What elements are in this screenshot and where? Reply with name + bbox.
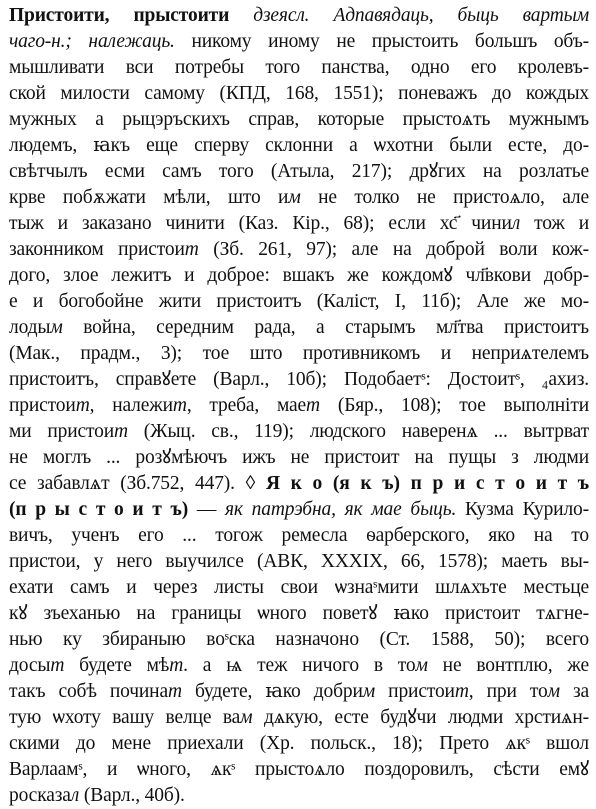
italic-text: т	[306, 395, 320, 416]
entry-line	[9, 341, 589, 367]
body-text: , треба, мае	[186, 395, 307, 416]
entry-line	[9, 393, 589, 419]
italic-text: т	[167, 681, 182, 702]
entry-line	[9, 731, 589, 757]
italic-text: л	[511, 213, 521, 234]
italic-text: м	[362, 681, 376, 702]
entry-line	[9, 263, 589, 289]
body-text: пристоитъ, справꙋете (Варл., 10б); Подобаетˢ: Достоитˢ, ₄ахиз.	[9, 369, 589, 390]
headword: Пристоити, прыстоити	[9, 5, 230, 26]
italic-text: т	[454, 681, 469, 702]
body-text: тож и	[520, 213, 589, 234]
body-text: дѧкую, есте будꙋчи людми хрстиѧн-	[252, 707, 589, 728]
entry-line	[9, 497, 589, 523]
body-text: не моглъ ... розꙋмѣючъ ижъ не пристоит на пущы з людми	[9, 447, 589, 468]
italic-text: м	[50, 317, 63, 338]
entry-line	[9, 159, 589, 185]
body-text: не толко не пристоѧло, але	[300, 187, 589, 208]
entry-line	[9, 237, 589, 263]
entry-line	[9, 55, 589, 81]
body-text: , при то	[468, 681, 548, 702]
body-text: людемъ, ꙗкъ еще сперву склонни а ѡхотни были естe, до-	[9, 135, 589, 156]
body-text: дого, злое лежитъ и доброе: вшакъ же кождомꙋ чл҃вкови добр-	[9, 265, 589, 286]
body-text: Варлаамˢ, и ѡного, ѧкˢ прыстоѧло поздоровилъ, сѣсти емꙋ	[9, 759, 589, 780]
italic-text: м	[415, 655, 428, 676]
entry-line	[9, 549, 589, 575]
entry-line	[9, 575, 589, 601]
italic-text: м	[288, 187, 301, 208]
body-text: ехати самъ и через листы свои ѡзнаˢмити шлѧхъте местьце	[9, 577, 589, 598]
entry-line	[9, 783, 589, 809]
body-text: нью ку збираныю воˢска назначоно (Ст. 1588, 50); всего	[9, 629, 589, 650]
body-text: мужных а рыцэръскихъ справ, которые прыстоѧть мужнымъ	[9, 109, 589, 130]
body-text: законником пристои	[9, 239, 185, 260]
body-text: ской милости самому (КПД, 168, 1551); поневажъ до кождых	[9, 83, 589, 104]
italic-text: м	[547, 681, 560, 702]
body-text: кꙋ зъеханью на границы ѡного поветꙋ ꙗко пристоит тѧгне-	[9, 603, 589, 624]
entry-line	[9, 133, 589, 159]
body-text: будете, ꙗко добри	[181, 681, 363, 702]
body-text: не вонтплю, же	[427, 655, 589, 676]
body-text: . а ѩ теж ничого в то	[183, 655, 416, 676]
body-text: такъ собѣ почина	[9, 681, 168, 702]
body-text: ми пристои	[9, 421, 115, 442]
entry-line	[9, 315, 589, 341]
entry-line	[9, 29, 589, 55]
entry-line	[9, 471, 589, 497]
bold-text: (п р ы с т о и т ъ)	[9, 499, 189, 520]
entry-line	[9, 679, 589, 705]
body-text: за	[559, 681, 589, 702]
body-text: лоды	[9, 317, 51, 338]
entry-line	[9, 3, 589, 29]
dictionary-entry	[9, 0, 589, 806]
italic-text: чаго-н.; належаць.	[9, 31, 175, 52]
italic-text: т	[114, 421, 128, 442]
body-text: тую ѡхоту вашу велце ва	[9, 707, 241, 728]
body-text: , належи	[89, 395, 173, 416]
body-text: вичъ, ученъ его ... тогож ремесла ѳарберского, яко на то	[9, 525, 589, 546]
entry-line	[9, 419, 589, 445]
entry-line	[9, 289, 589, 315]
entry-line	[9, 523, 589, 549]
body-text: (Варл., 40б).	[79, 785, 185, 806]
body-text: (Бяр., 108); тое выполнiти	[319, 395, 589, 416]
bold-text: Я к о (я к ъ) п р и с т о и т ъ	[265, 473, 589, 494]
italic-text: т	[169, 655, 184, 676]
entry-line	[9, 107, 589, 133]
body-text: мышливати вси потребы того панства, одно его кролевъ-	[9, 57, 589, 78]
italic-text: т	[75, 395, 90, 416]
italic-text: дзеясл. Адпавядаць, быць вартым	[253, 5, 589, 26]
body-text: —	[188, 499, 225, 520]
entry-line	[9, 757, 589, 783]
body-text: пристои, у него выучилсе (АВК, XXXIX, 66, 1578); маеть вы-	[9, 551, 589, 572]
entry-line	[9, 211, 589, 237]
body-text: (Жыц. св., 119); людского наверенѧ ... вытрват	[127, 421, 589, 442]
entry-line	[9, 445, 589, 471]
entry-line	[9, 627, 589, 653]
body-text: никому иному не прыстоить большъ объ-	[174, 31, 589, 52]
body-text: тыж и заказано чинити (Каз. Кір., 68); если хс҃ чини	[9, 213, 512, 234]
italic-text: т	[172, 395, 187, 416]
body-text: Кузма Курило-	[456, 499, 589, 520]
body-text: досы	[9, 655, 51, 676]
body-text: росказа	[9, 785, 71, 806]
body-text: война, середним рада, а старымъ мл҃тва пристоитъ	[62, 317, 589, 338]
body-text: е и богобойне жити пристоитъ (Каліст, І, 11б); Але же мо-	[9, 291, 589, 312]
body-text: пристои	[375, 681, 455, 702]
body-text: будете мѣ	[64, 655, 170, 676]
entry-line	[9, 705, 589, 731]
body-text	[229, 5, 253, 26]
entry-line	[9, 185, 589, 211]
body-text: (Зб. 261, 97); але на доброй воли кож-	[198, 239, 589, 260]
italic-text: т	[50, 655, 65, 676]
entry-line	[9, 601, 589, 627]
italic-text: як патрэбна, як мае быць.	[224, 499, 457, 520]
body-text: (Мак., прадм., 3); тое што противникомъ и неприѧтелемъ	[9, 343, 589, 364]
body-text: скими до мене приехали (Хр. польск., 18); Прето ѧкˢ вшол	[9, 733, 589, 754]
body-text: пристои	[9, 395, 76, 416]
entry-line	[9, 653, 589, 679]
body-text: крве побѫжати мѣли, што и	[9, 187, 289, 208]
body-text: свѣтчылъ есми самъ того (Атыла, 217); дрꙋгих на розлатье	[9, 161, 589, 182]
entry-line	[9, 81, 589, 107]
italic-text: л	[70, 785, 80, 806]
entry-line	[9, 367, 589, 393]
italic-text: т	[184, 239, 199, 260]
body-text: се забавлѧт (Зб.752, 447). ◊	[9, 473, 266, 494]
italic-text: м	[240, 707, 253, 728]
